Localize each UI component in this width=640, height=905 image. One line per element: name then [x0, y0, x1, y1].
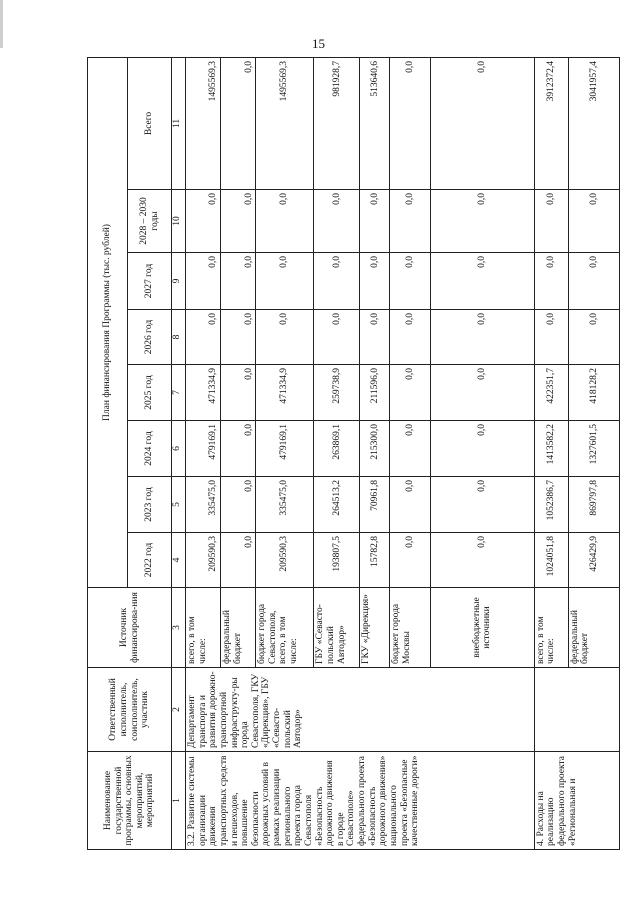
col-index: 3	[172, 588, 186, 668]
source-cell: внебюджетные источники	[430, 588, 534, 668]
source-cell: федеральный бюджет	[568, 588, 619, 668]
table-row	[186, 57, 221, 849]
value-cell: 335475,0	[186, 477, 221, 533]
value-cell: 0,0	[390, 533, 430, 588]
col-index: 10	[172, 190, 186, 253]
source-cell: ГКУ «Дирекция»	[360, 588, 390, 668]
value-cell: 981928,7	[314, 57, 360, 189]
value-cell: 1024051,8	[534, 533, 568, 588]
value-cell: 264513,2	[314, 477, 360, 533]
value-cell: 418128,2	[568, 365, 619, 421]
col-index: 9	[172, 253, 186, 310]
value-cell: 209590,3	[256, 533, 314, 588]
value-cell: 0,0	[221, 253, 256, 310]
measure-name: 3.2. Развитие системы организации движения транспортных средств и пешеходов, повышение безопасности дорожных условий в рамках реализации регионального проекта города Севастополя «Безопасность дорожного движения в городе Севастополе» федерального проекта «Безопасность дорожного движения» национального проекта «Безопасные качественные дороги»	[186, 752, 535, 850]
header-year: 2026 год	[128, 310, 172, 365]
value-cell: 0,0	[534, 310, 568, 365]
value-cell: 0,0	[430, 253, 534, 310]
value-cell: 1495569,3	[256, 57, 314, 189]
value-cell: 215300,0	[360, 421, 390, 477]
value-cell: 0,0	[314, 310, 360, 365]
value-cell: 3912372,4	[534, 57, 568, 189]
value-cell: 0,0	[221, 57, 256, 189]
col-index: 5	[172, 477, 186, 533]
measure-executor	[534, 668, 619, 752]
value-cell: 1052386,7	[534, 477, 568, 533]
value-cell: 0,0	[360, 310, 390, 365]
col-index: 11	[172, 57, 186, 189]
value-cell: 0,0	[256, 253, 314, 310]
value-cell: 0,0	[534, 253, 568, 310]
value-cell: 0,0	[390, 365, 430, 421]
value-cell: 0,0	[360, 253, 390, 310]
value-cell: 0,0	[390, 190, 430, 253]
table-row	[534, 57, 568, 849]
value-cell: 0,0	[390, 477, 430, 533]
scan-edge	[0, 0, 3, 48]
header-year: 2027 год	[128, 253, 172, 310]
value-cell: 263869,1	[314, 421, 360, 477]
rotated-table-container	[87, 58, 620, 850]
value-cell: 0,0	[256, 310, 314, 365]
value-cell: 0,0	[568, 190, 619, 253]
value-cell: 0,0	[221, 421, 256, 477]
index-row	[172, 57, 186, 849]
value-cell: 211596,0	[360, 365, 390, 421]
value-cell: 513640,6	[360, 57, 390, 189]
header-year: 2022 год	[128, 533, 172, 588]
value-cell: 0,0	[186, 253, 221, 310]
header-year: 2023 год	[128, 477, 172, 533]
source-cell: федеральный бюджет	[221, 588, 256, 668]
value-cell: 0,0	[186, 190, 221, 253]
measure-executor: Департамент транспорта и развития дорожно-транспортной инфраструкту-ры города Севастополя, ГКУ «Дирекция», ГБУ «Севасто-польский Автодор»	[186, 668, 535, 752]
value-cell: 0,0	[568, 310, 619, 365]
value-cell: 0,0	[360, 190, 390, 253]
value-cell: 0,0	[534, 190, 568, 253]
value-cell: 0,0	[390, 57, 430, 189]
header-executor: Ответственный исполнитель, соисполнитель, участник	[88, 668, 172, 752]
value-cell: 0,0	[221, 477, 256, 533]
value-cell: 0,0	[430, 57, 534, 189]
value-cell: 0,0	[314, 253, 360, 310]
value-cell: 0,0	[430, 190, 534, 253]
value-cell: 0,0	[186, 310, 221, 365]
header-year: 2028 – 2030 годы	[128, 190, 172, 253]
value-cell: 471334,9	[186, 365, 221, 421]
value-cell: 0,0	[430, 421, 534, 477]
value-cell: 422351,7	[534, 365, 568, 421]
header-plan: План финансирования Программы (тыс. рублей)	[88, 57, 128, 587]
value-cell: 479169,1	[186, 421, 221, 477]
value-cell: 0,0	[430, 477, 534, 533]
value-cell: 0,0	[256, 190, 314, 253]
header-total: Всего	[128, 57, 172, 189]
value-cell: 0,0	[314, 190, 360, 253]
financing-table	[87, 57, 620, 850]
header-year: 2024 год	[128, 421, 172, 477]
source-cell: всего, в том числе:	[534, 588, 568, 668]
value-cell: 1327601,5	[568, 421, 619, 477]
value-cell: 0,0	[221, 365, 256, 421]
value-cell: 3041957,4	[568, 57, 619, 189]
value-cell: 335475,0	[256, 477, 314, 533]
value-cell: 0,0	[568, 253, 619, 310]
value-cell: 0,0	[221, 533, 256, 588]
page-number: 15	[312, 36, 325, 51]
value-cell: 0,0	[430, 365, 534, 421]
value-cell: 0,0	[430, 310, 534, 365]
value-cell: 193807,5	[314, 533, 360, 588]
header-row-top	[88, 57, 128, 849]
col-index: 2	[172, 668, 186, 752]
col-index: 4	[172, 533, 186, 588]
value-cell: 479169,1	[256, 421, 314, 477]
value-cell: 15782,8	[360, 533, 390, 588]
value-cell: 471334,9	[256, 365, 314, 421]
source-cell: всего, в том числе:	[186, 588, 221, 668]
value-cell: 209590,3	[186, 533, 221, 588]
col-index: 8	[172, 310, 186, 365]
header-source: Источник финансирова-ния	[88, 588, 172, 668]
value-cell: 0,0	[390, 421, 430, 477]
source-cell: бюджет города Москвы	[390, 588, 430, 668]
col-index: 6	[172, 421, 186, 477]
value-cell: 1495569,3	[186, 57, 221, 189]
value-cell: 869797,8	[568, 477, 619, 533]
value-cell: 0,0	[430, 533, 534, 588]
value-cell: 0,0	[221, 190, 256, 253]
header-year: 2025 год	[128, 365, 172, 421]
measure-name: 4. Расходы на реализацию федерального проекта «Региональная и	[534, 752, 619, 850]
source-cell: ГБУ «Севасто-польский Автодор»	[314, 588, 360, 668]
col-index: 7	[172, 365, 186, 421]
value-cell: 426429,9	[568, 533, 619, 588]
source-cell: бюджет города Севастополя, всего, в том числе:	[256, 588, 314, 668]
value-cell: 70961,8	[360, 477, 390, 533]
value-cell: 1413582,2	[534, 421, 568, 477]
header-name: Наименование государственной программы, основных мероприятий, мероприятий	[88, 752, 172, 850]
value-cell: 0,0	[390, 253, 430, 310]
value-cell: 259738,9	[314, 365, 360, 421]
value-cell: 0,0	[390, 310, 430, 365]
value-cell: 0,0	[221, 310, 256, 365]
col-index: 1	[172, 752, 186, 850]
